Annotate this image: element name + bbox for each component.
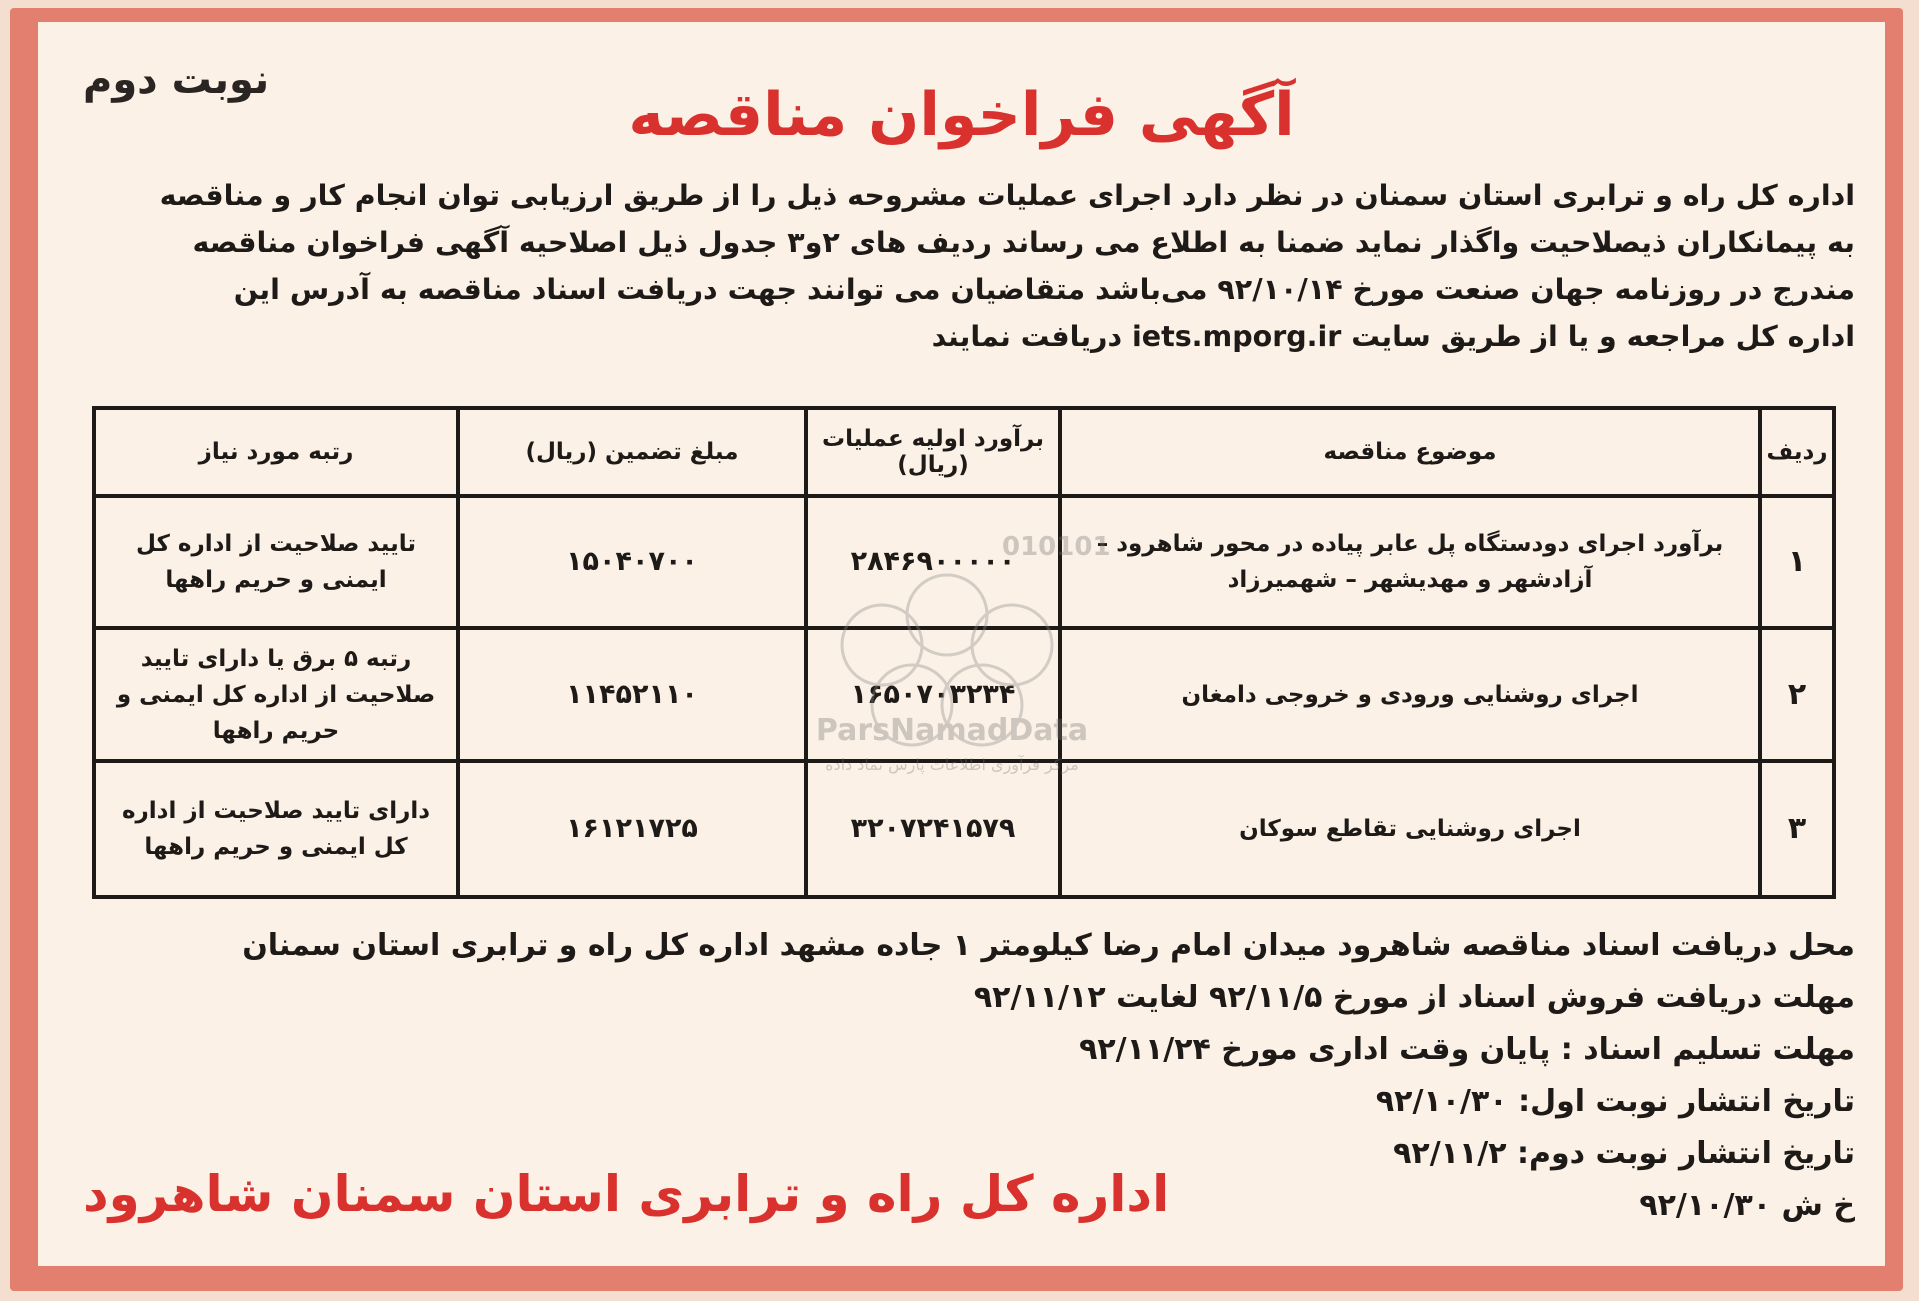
header-grade: رتبه مورد نیاز — [94, 408, 458, 496]
intro-line: به پیمانکاران ذیصلاحیت واگذار نماید ضمنا به اطلاع می رساند ردیف های ۲و۳ جدول ذیل اصلاحیه آگهی فراخوان مناقصه — [192, 226, 1855, 259]
intro-line: اداره کل راه و ترابری استان سمنان در نظر دارد اجرای عملیات مشروحه ذیل را از طریق ارزیابی توان انجام کار و مناقصه — [159, 179, 1855, 212]
watermark-brand: ParsNamadData — [815, 713, 1089, 748]
header-row-number: ردیف — [1760, 408, 1834, 496]
watermark-digits: 010101 — [1002, 535, 1111, 562]
tender-table — [92, 406, 1836, 899]
cell-guarantee: ۱۶۱۲۱۷۲۵ — [458, 761, 806, 897]
table-header-row — [94, 408, 1834, 496]
cell-guarantee: ۱۵۰۴۰۷۰۰ — [458, 496, 806, 628]
reference-number: خ ش ۹۲/۱۰/۳۰ — [1639, 1188, 1855, 1223]
cell-subject: برآورد اجرای دودستگاه پل عابر پیاده در محور شاهرود – آزادشهر و مهدیشهر – شهمیرزاد — [1060, 496, 1760, 628]
intro-paragraph — [68, 172, 1855, 360]
page-title: آگهی فراخوان مناقصه — [628, 80, 1295, 150]
submit-deadline: مهلت تسلیم اسناد : پایان وقت اداری مورخ ۹۲/۱۱/۲۴ — [1079, 1032, 1855, 1067]
ad-paper — [38, 22, 1885, 1266]
watermark-caption: مرکز فرآوری اطلاعات پارس نماد داده — [825, 755, 1079, 774]
cell-grade: دارای تایید صلاحیت از اداره کل ایمنی و حریم راهها — [94, 761, 458, 897]
cell-grade: رتبه ۵ برق یا دارای تایید صلاحیت از اداره کل ایمنی و حریم راهها — [94, 628, 458, 761]
cell-row-number: ۳ — [1760, 761, 1834, 897]
round-label: نوبت دوم — [83, 57, 270, 103]
header-subject: موضوع مناقصه — [1060, 408, 1760, 496]
cell-row-number: ۱ — [1760, 496, 1834, 628]
issuer-signature: اداره کل راه و ترابری استان سمنان شاهرود — [83, 1165, 1170, 1223]
intro-line: مندرج در روزنامه جهان صنعت مورخ ۹۲/۱۰/۱۴ می‌باشد متقاضیان می توانند جهت دریافت اسناد مناقصه به آدرس این — [233, 273, 1855, 306]
cell-estimate: ۳۲۰۷۲۴۱۵۷۹ — [806, 761, 1060, 897]
header-guarantee: مبلغ تضمین (ریال) — [458, 408, 806, 496]
document-location: محل دریافت اسناد مناقصه شاهرود میدان امام رضا کیلومتر ۱ جاده مشهد اداره کل راه و ترابری استان سمنان — [242, 928, 1855, 963]
cell-guarantee: ۱۱۴۵۲۱۱۰ — [458, 628, 806, 761]
table-row — [94, 496, 1834, 628]
table-row — [94, 761, 1834, 897]
cell-estimate: ۲۸۴۶۹۰۰۰۰۰ — [806, 496, 1060, 628]
intro-line: اداره کل مراجعه و یا از طریق سایت iets.mporg.ir دریافت نمایند — [931, 320, 1855, 353]
publish-date-first: تاریخ انتشار نوبت اول: ۹۲/۱۰/۳۰ — [1375, 1084, 1855, 1119]
header-estimate: برآورد اولیه عملیات (ریال) — [806, 408, 1060, 496]
cell-subject: اجرای روشنایی ورودی و خروجی دامغان — [1060, 628, 1760, 761]
cell-subject: اجرای روشنایی تقاطع سوکان — [1060, 761, 1760, 897]
cell-estimate: ۱۶۵۰۷۰۳۲۳۴ — [806, 628, 1060, 761]
cell-grade: تایید صلاحیت از اداره کل ایمنی و حریم راهها — [94, 496, 458, 628]
publish-date-second: تاریخ انتشار نوبت دوم: ۹۲/۱۱/۲ — [1393, 1136, 1855, 1171]
sale-deadline: مهلت دریافت فروش اسناد از مورخ ۹۲/۱۱/۵ لغایت ۹۲/۱۱/۱۲ — [973, 980, 1855, 1015]
cell-row-number: ۲ — [1760, 628, 1834, 761]
table-row — [94, 628, 1834, 761]
